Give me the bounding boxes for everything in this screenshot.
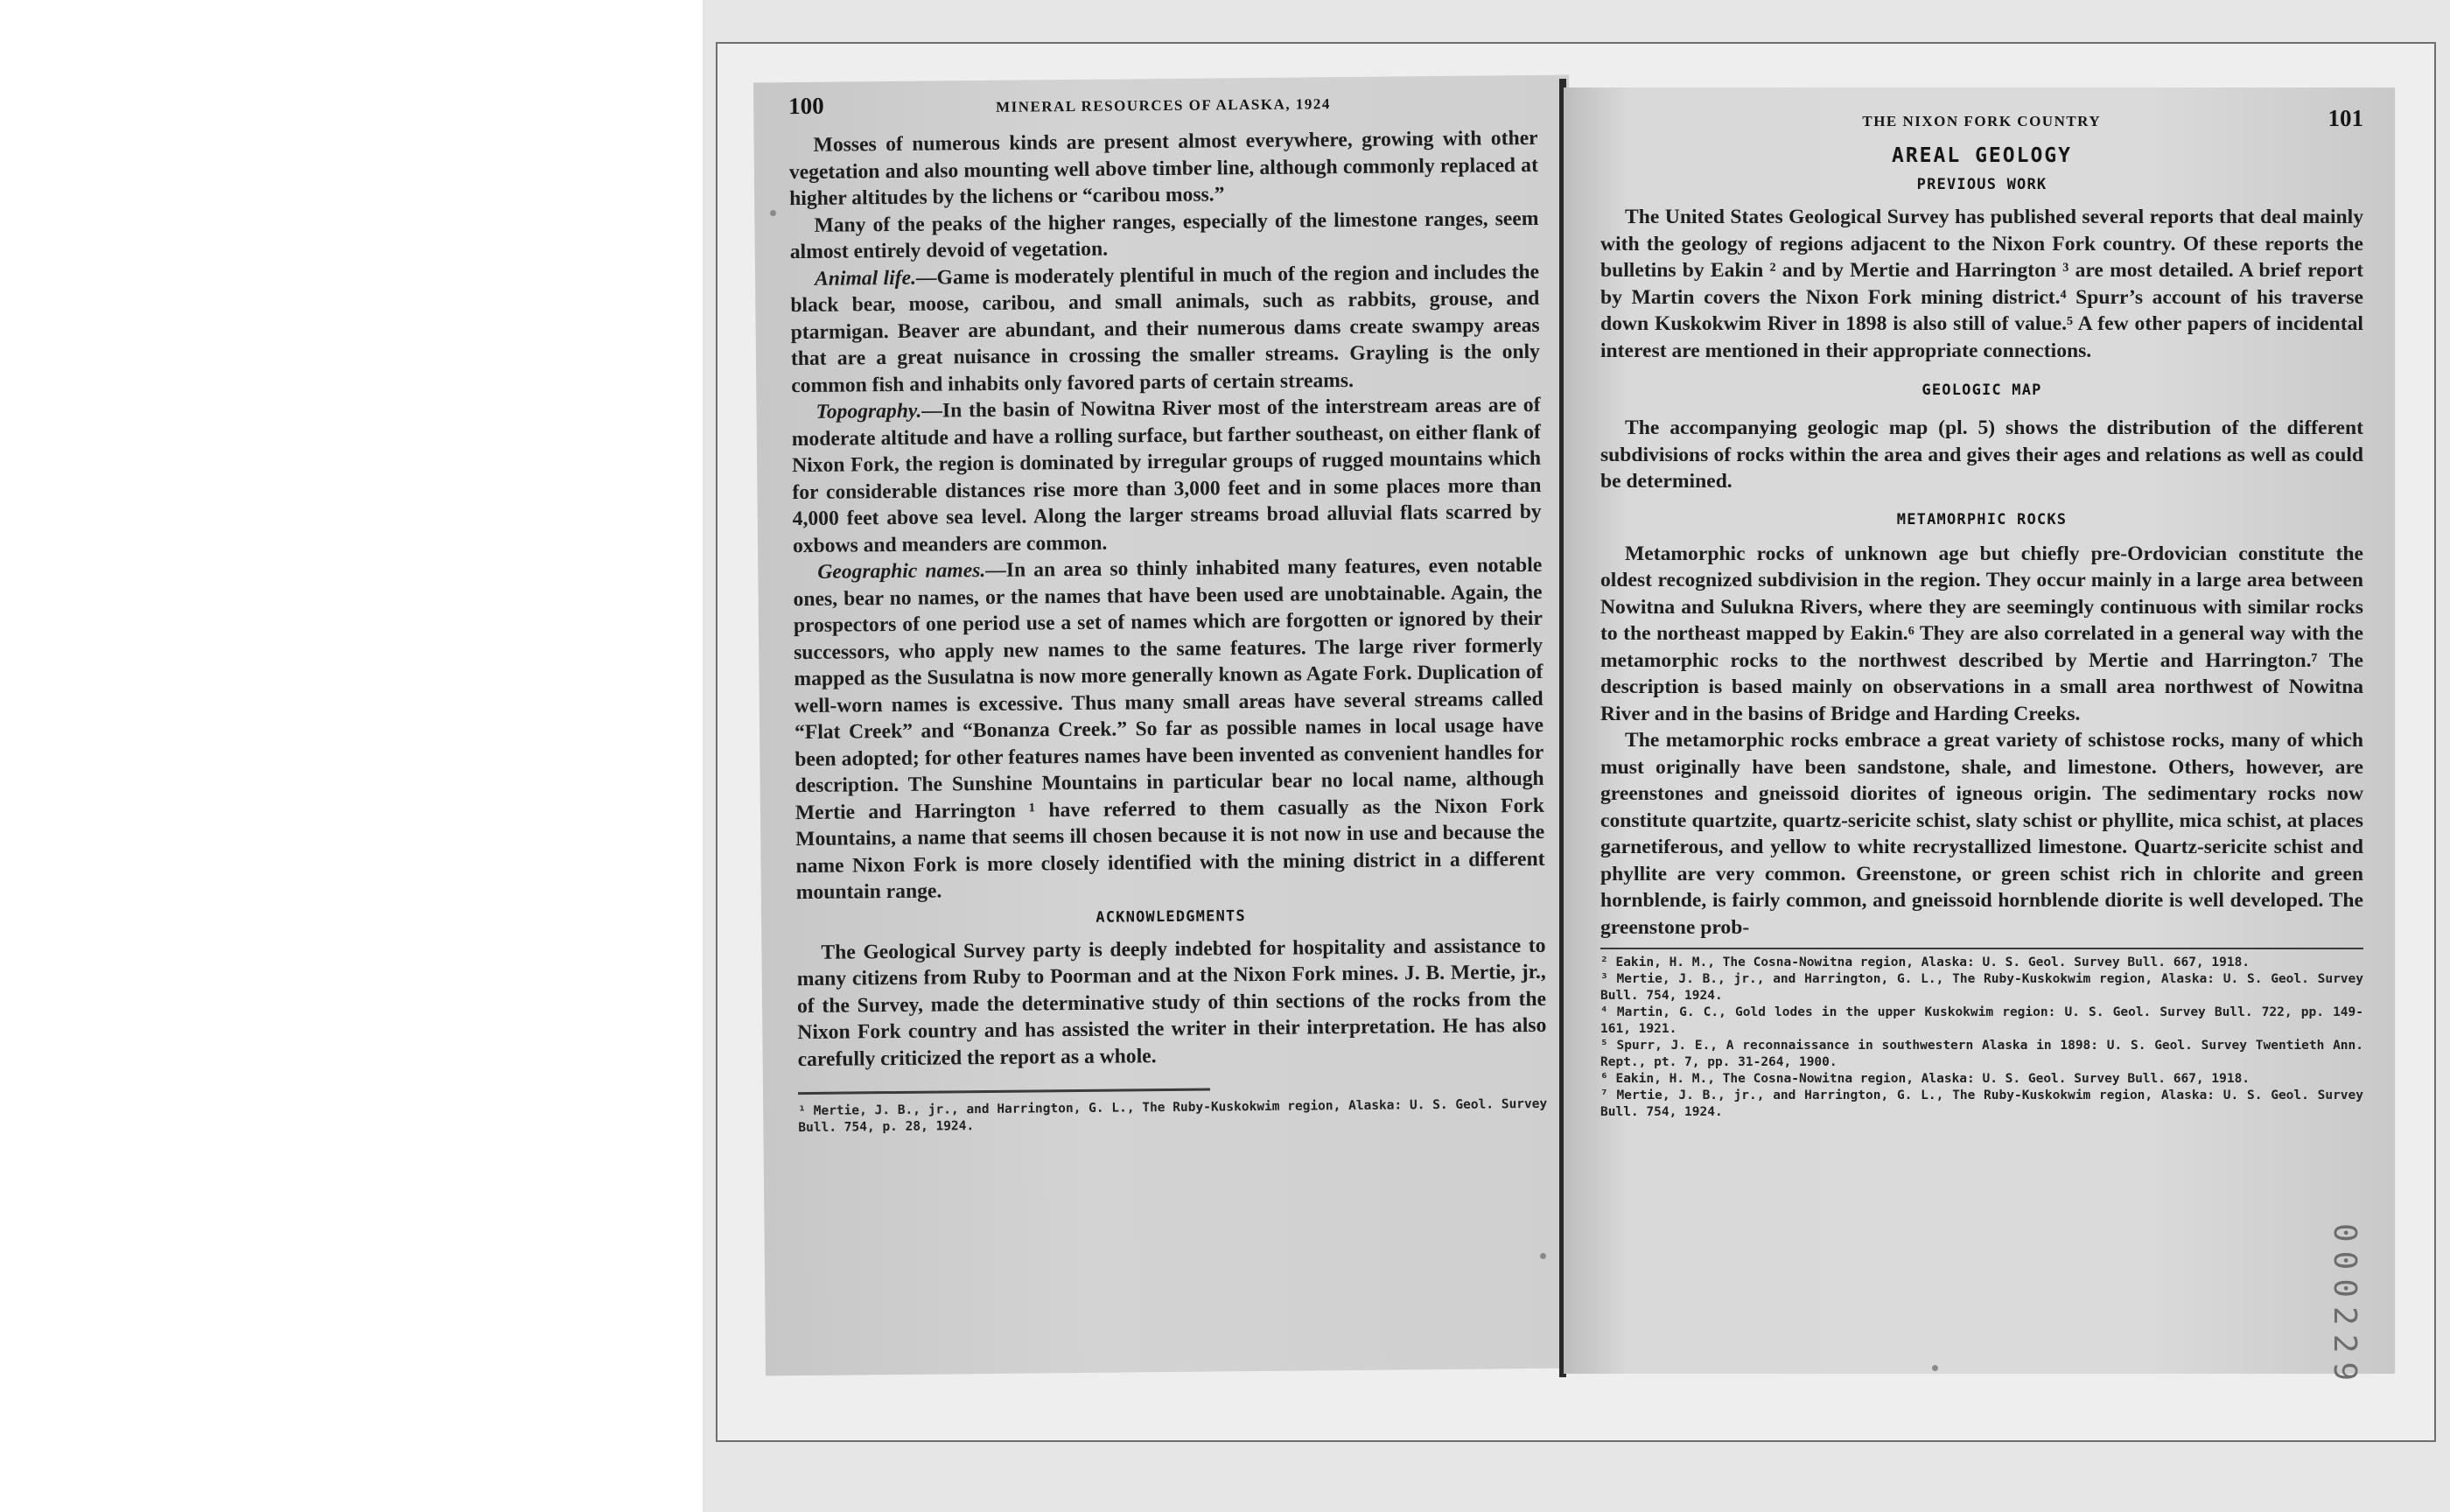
geographic-names-lead: Geographic names. [817, 558, 986, 584]
paragraph-geologic-map: The accompanying geologic map (pl. 5) shows the distribution of the different subdivisions of rocks within the area and gives their ages and relations as well as could be determined. [1600, 416, 2363, 493]
paragraph-metamorphic-2: The metamorphic rocks embrace a great variety of schistose rocks, many of which must originally have been sandstone, shale, and limestone. Others, however, are greenstones and gneissoid diorites of igneous origin. The sedimentary rocks now constitute quartzite, quartz-sericite schist, slaty schist or phyllite, mica schist, at places garnetiferous, and yellow to white recrystallized limestone. Quartz-sericite schist and phyllite are very common. Greenstone, or green schist rich in chlorite and green hornblende, is fairly common, and gneissoid hornblende diorite is well developed. The greenstone prob- [1600, 729, 2363, 939]
right-footnote-3: ³ Mertie, J. B., jr., and Harrington, G. L., The Ruby-Kuskokwim region, Alaska: U. S. Geol. Survey Bull. 754, 1924. [1600, 972, 2363, 1003]
right-footnote-2: ² Eakin, H. M., The Cosna-Nowitna region, Alaska: U. S. Geol. Survey Bull. 667, 1918. [1600, 956, 2250, 970]
right-running-title: THE NIXON FORK COUNTRY [1862, 113, 2102, 130]
left-running-title: MINERAL RESOURCES OF ALASKA, 1924 [995, 95, 1331, 116]
left-page-number: 100 [788, 92, 824, 120]
paragraph-previous-work: The United States Geological Survey has published several reports that deal mainly with the geology of regions adjacent to the Nixon Fork country. Of these reports the bulletins by Eakin ² and by Mertie and Harrington ³ are most detailed. A brief report by Martin covers the Nixon Fork mining district.⁴ Spurr’s account of his traverse down Kuskokwim River in 1898 is also still of value.⁵ A few other papers of incidental interest are mentioned in their appropriate connections. [1600, 206, 2363, 362]
punch-hole-mark [1932, 1365, 1938, 1371]
acknowledgments-heading: ACKNOWLEDGMENTS [1096, 906, 1246, 927]
left-footnote-rule [798, 1088, 1210, 1096]
paragraph-topography: Topography.—In the basin of Nowitna River most of the interstream areas are of moderate altitude and have a rolling surface, but farther southeast, on either flank of Nixon Fork, the region is dominated by irregular groups of rugged mountains which for considerable distances rise more than 3,000 feet and in some places more than 4,000 feet above sea level. Along the larger streams broad alluvial flats scarred by oxbows and meanders are common. [791, 393, 1542, 557]
right-footnote-6: ⁶ Eakin, H. M., The Cosna-Nowitna region, Alaska: U. S. Geol. Survey Bull. 667, 1918. [1600, 1072, 2250, 1086]
topography-lead: Topography. [816, 399, 922, 424]
animal-life-lead: Animal life. [814, 266, 917, 290]
right-page [1564, 88, 2395, 1374]
right-footnote-4: ⁴ Martin, G. C., Gold lodes in the upper Kuskokwim region: U. S. Geol. Survey Bull. 722, pp. 149-161, 1921. [1600, 1005, 2363, 1036]
previous-work-heading: PREVIOUS WORK [1916, 176, 2048, 193]
paragraph-acknowledgments: The Geological Survey party is deeply indebted for hospitality and assistance to many citizens from Ruby to Poorman and at the Nixon Fork mines. J. B. Mertie, jr., of the Survey, made the determinative study of thin sections of the rocks from the Nixon Fork country and has assisted the writer in their interpretation. He has also carefully criticized the report as a whole. [796, 934, 1547, 1071]
punch-hole-mark [770, 210, 776, 216]
geologic-map-heading: GEOLOGIC MAP [1922, 382, 2042, 399]
paragraph-animal-life: Animal life.—Game is moderately plentiful in much of the region and includes the black bear, moose, caribou, and small animals, such as rabbits, grouse, and ptarmigan. Beaver are abundant, and their numerous dams create swampy areas that are a great nuisance in crossing the smaller streams. Grayling is the only common fish and inhabits only favored parts of certain streams. [790, 260, 1541, 397]
areal-geology-heading: AREAL GEOLOGY [1891, 144, 2072, 167]
left-footnote-1: ¹ Mertie, J. B., jr., and Harrington, G. L., The Ruby-Kuskokwim region, Alaska: U. S. Geol. Survey Bull. 754, p. 28, 1924. [798, 1096, 1548, 1136]
paragraph-mosses: Mosses of numerous kinds are present almost everywhere, growing with other vegetation and also mounting well above timber line, although commonly replaced at higher altitudes by the lichens or “caribou moss.” [788, 126, 1538, 211]
right-running-head [1600, 105, 2363, 132]
right-footnote-5: ⁵ Spurr, J. E., A reconnaissance in southwestern Alaska in 1898: U. S. Geol. Survey Twentieth Ann. Rept., pt. 7, pp. 31-264, 1900. [1600, 1039, 2363, 1069]
left-running-head [788, 86, 1537, 120]
archive-stamp-number [2327, 1223, 2362, 1258]
right-footnote-7: ⁷ Mertie, J. B., jr., and Harrington, G. L., The Ruby-Kuskokwim region, Alaska: U. S. Geol. Survey Bull. 754, 1924. [1600, 1088, 2363, 1119]
right-footnote-rule [1600, 948, 2363, 949]
left-page [753, 75, 1581, 1376]
metamorphic-rocks-heading: METAMORPHIC ROCKS [1896, 510, 2068, 528]
paragraph-metamorphic-1: Metamorphic rocks of unknown age but chiefly pre-Ordovician constitute the oldest recognized subdivision in the region. They occur mainly in a large area between Nowitna and Sulukna Rivers, where they are seemingly continuous with similar rocks to the northeast mapped by Eakin.⁶ They are also correlated in a general way with the metamorphic rocks to the northwest described by Mertie and Harrington.⁷ The description is based mainly on observations in a small area northwest of Nowitna River and in the basins of Bridge and Harding Creeks. [1600, 542, 2363, 725]
paragraph-geographic-names: Geographic names.—In an area so thinly inhabited many features, even notable ones, bear no names, or the names that have been used are unobtainable. Again, the prospectors of one period use a set of names which are forgotten or ignored by their successors, who apply new names to the same features. The large river formerly mapped as the Susulatna is now more generally known as Agate Fork. Duplication of well-worn names is excessive. Thus many small areas have several streams called “Flat Creek” and “Bonanza Creek.” So far as possible names in local usage have been adopted; for other features names have been invented as convenient handles for description. The Sunshine Mountains in particular bear no local name, although Mertie and Harrington ¹ have referred to them casually as the Nixon Fork Mountains, a name that seems ill chosen because it is not now in use and because the name Nixon Fork is more closely identified with the mining district in a different mountain range. [793, 553, 1545, 905]
right-page-number: 101 [2328, 105, 2363, 131]
punch-hole-mark [1540, 1253, 1546, 1259]
paragraph-peaks: Many of the peaks of the higher ranges, especially of the limestone ranges, seem almost entirely devoid of vegetation. [789, 206, 1539, 264]
